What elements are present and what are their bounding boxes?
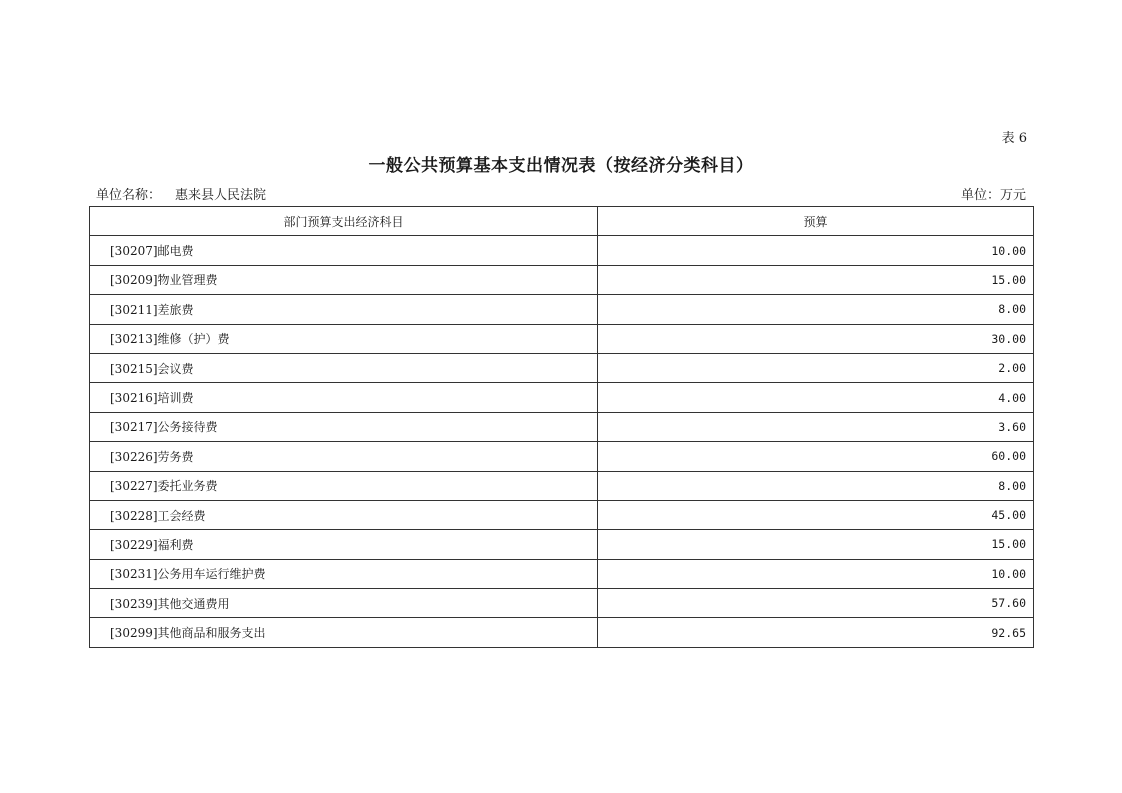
table-row xyxy=(90,353,1034,382)
row-amount: 8.00 xyxy=(598,295,1034,324)
budget-table xyxy=(89,206,1034,648)
row-item: [30215]会议费 xyxy=(90,353,598,382)
table-row xyxy=(90,295,1034,324)
row-item: [30228]工会经费 xyxy=(90,500,598,529)
org-info xyxy=(96,184,266,203)
table-row xyxy=(90,412,1034,441)
table-row xyxy=(90,324,1034,353)
row-amount: 15.00 xyxy=(598,530,1034,559)
row-item: [30231]公务用车运行维护费 xyxy=(90,559,598,588)
row-amount: 10.00 xyxy=(598,559,1034,588)
row-amount: 8.00 xyxy=(598,471,1034,500)
table-row xyxy=(90,559,1034,588)
row-item: [30227]委托业务费 xyxy=(90,471,598,500)
table-row xyxy=(90,265,1034,294)
row-item: [30213]维修（护）费 xyxy=(90,324,598,353)
row-amount: 4.00 xyxy=(598,383,1034,412)
row-item: [30239]其他交通费用 xyxy=(90,589,598,618)
row-amount: 92.65 xyxy=(598,618,1034,647)
page-title: 一般公共预算基本支出情况表（按经济分类科目） xyxy=(368,156,754,176)
table-header-row xyxy=(90,207,1034,236)
unit-label: 单位：万元 xyxy=(960,188,1026,203)
row-amount: 10.00 xyxy=(598,236,1034,265)
row-item: [30229]福利费 xyxy=(90,530,598,559)
row-item: [30209]物业管理费 xyxy=(90,265,598,294)
table-row xyxy=(90,589,1034,618)
row-amount: 57.60 xyxy=(598,589,1034,618)
row-item: [30211]差旅费 xyxy=(90,295,598,324)
table-row xyxy=(90,500,1034,529)
row-amount: 3.60 xyxy=(598,412,1034,441)
org-label: 单位名称： xyxy=(96,188,162,203)
row-item: [30217]公务接待费 xyxy=(90,412,598,441)
table-row xyxy=(90,618,1034,647)
table-row xyxy=(90,383,1034,412)
row-item: [30226]劳务费 xyxy=(90,442,598,471)
row-amount: 15.00 xyxy=(598,265,1034,294)
table-row xyxy=(90,530,1034,559)
header-item: 部门预算支出经济科目 xyxy=(90,207,598,236)
table-row xyxy=(90,236,1034,265)
row-amount: 45.00 xyxy=(598,500,1034,529)
row-item: [30207]邮电费 xyxy=(90,236,598,265)
row-amount: 2.00 xyxy=(598,353,1034,382)
row-item: [30216]培训费 xyxy=(90,383,598,412)
row-item: [30299]其他商品和服务支出 xyxy=(90,618,598,647)
row-amount: 30.00 xyxy=(598,324,1034,353)
org-name: 惠来县人民法院 xyxy=(175,188,267,203)
header-amount: 预算 xyxy=(598,207,1034,236)
row-amount: 60.00 xyxy=(598,442,1034,471)
table-number: 表 6 xyxy=(1001,131,1027,146)
table-row xyxy=(90,471,1034,500)
table-row xyxy=(90,442,1034,471)
